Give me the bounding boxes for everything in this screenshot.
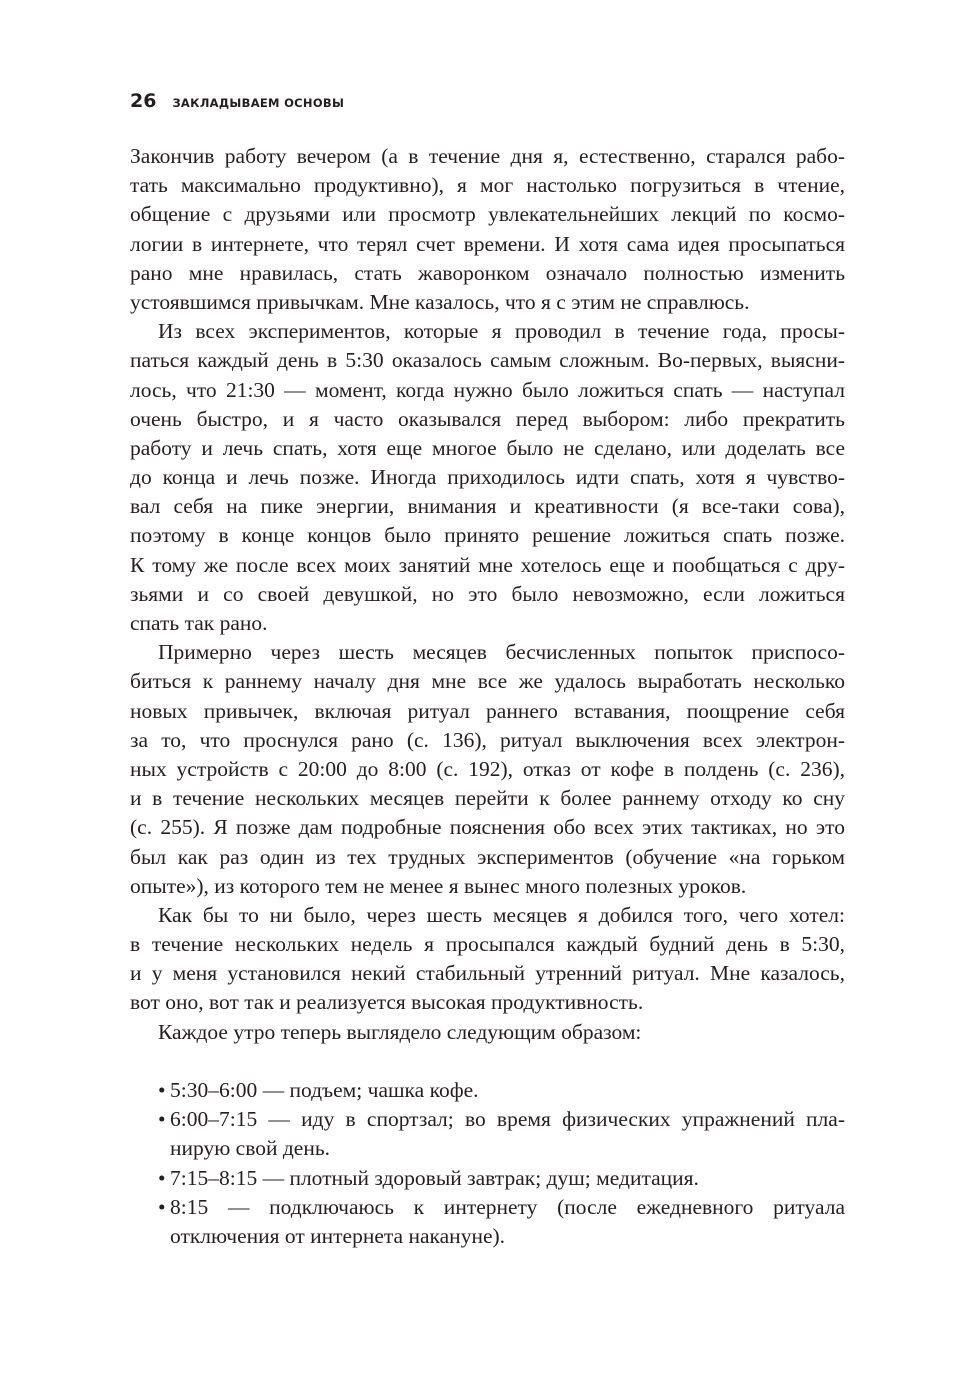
text-line: за то, что проснулся рано (с. 136), ритуал выключения всех электрон- [130, 727, 845, 752]
bullet-icon: • [158, 1078, 166, 1102]
text-line: очень быстро, и я часто оказывался перед выбором: либо прекратить [130, 406, 845, 431]
list-item-text: 7:15–8:15 — плотный здоровый завтрак; душ; медитация. [170, 1165, 699, 1190]
running-title: ЗАКЛАДЫВАЕМ ОСНОВЫ [172, 96, 345, 110]
text-line: (с. 255). Я позже дам подробные пояснения обо всех этих тактиках, но это [130, 815, 845, 840]
list-item [130, 1105, 845, 1163]
text-line: и у меня установился некий стабильный утренний ритуал. Мне казалось, [130, 961, 845, 986]
text-line: Закончив работу вечером (а в течение дня я, естественно, старался рабо- [130, 144, 845, 168]
text-line: общение с друзьями или просмотр увлекательнейших лекций по космо- [130, 202, 845, 227]
paragraph-5 [130, 1018, 845, 1047]
paragraph-4 [130, 901, 845, 1018]
text-line: работу и лечь спать, хотя еще многое было не сделано, или доделать все [130, 435, 845, 460]
list-item [130, 1076, 845, 1105]
morning-schedule-list [130, 1076, 845, 1251]
list-item-text: отключения от интернета накануне). [170, 1223, 506, 1248]
text-line: опыте»), из которого тем не менее я вынес много полезных уроков. [130, 873, 747, 898]
text-line: в течение нескольких недель я просыпался каждый будний день в 5:30, [130, 932, 845, 957]
text-line: биться к раннему началу дня мне все же удалось выработать несколько [130, 669, 845, 694]
list-item [130, 1193, 845, 1251]
text-line: К тому же после всех моих занятий мне хотелось еще и пообщаться с дру- [130, 552, 845, 577]
text-line: Из всех экспериментов, которые я проводил в течение года, просы- [158, 319, 845, 344]
text-line: паться каждый день в 5:30 оказалось самым сложным. Во-первых, выясни- [130, 348, 845, 373]
text-line: зьями и со своей девушкой, но это было невозможно, если ложиться [130, 581, 845, 606]
text-line: тать максимально продуктивно), я мог настолько погрузиться в чтение, [130, 173, 845, 198]
text-line: логии в интернете, что терял счет времени. И хотя сама идея просыпаться [130, 231, 845, 256]
bullet-icon: • [158, 1107, 166, 1132]
body-text [130, 142, 845, 1251]
text-line: и в течение нескольких месяцев перейти к более раннему отходу ко сну [130, 786, 845, 811]
list-item [130, 1164, 845, 1193]
text-line: новых привычек, включая ритуал раннего вставания, поощрение себя [130, 698, 845, 723]
paragraph-2 [130, 317, 845, 638]
bullet-icon: • [158, 1165, 166, 1190]
list-item-text: нирую свой день. [170, 1136, 331, 1161]
page-number: 26 [130, 90, 157, 112]
text-line: поэтому в конце концов было принято решение ложиться спать позже. [130, 523, 845, 548]
text-line: вот оно, вот так и реализуется высокая продуктивность. [130, 990, 644, 1015]
text-line: устоявшимся привычкам. Мне казалось, что я с этим не справлюсь. [130, 289, 750, 314]
list-item-text: 8:15 — подключаюсь к интернету (после ежедневного ритуала [170, 1194, 845, 1219]
paragraph-1 [130, 142, 845, 317]
bullet-icon: • [158, 1194, 166, 1219]
text-line: Примерно через шесть месяцев бесчисленных попыток приспосо- [158, 640, 845, 665]
page-header [130, 90, 344, 112]
paragraph-3 [130, 638, 845, 901]
list-item-text: 5:30–6:00 — подъем; чашка кофе. [170, 1078, 479, 1102]
text-line: Каждое утро теперь выглядело следующим образом: [158, 1019, 642, 1044]
text-line: ных устройств с 20:00 до 8:00 (с. 192), отказ от кофе в полдень (с. 236), [130, 756, 845, 781]
text-line: вал себя на пике энергии, внимания и креативности (я все-таки сова), [130, 494, 845, 519]
text-line: лось, что 21:30 — момент, когда нужно было ложиться спать — наступал [130, 377, 845, 402]
text-line: до конца и лечь позже. Иногда приходилось идти спать, хотя я чувство- [130, 465, 845, 490]
text-line: рано мне нравилась, стать жаворонком означало полностью изменить [130, 260, 845, 285]
list-item-text: 6:00–7:15 — иду в спортзал; во время физических упражнений пла- [170, 1107, 845, 1132]
list-spacer [130, 1047, 845, 1076]
text-line: был как раз один из тех трудных экспериментов (обучение «на горьком [130, 844, 845, 869]
text-line: Как бы то ни было, через шесть месяцев я добился того, чего хотел: [158, 902, 845, 927]
text-line: спать так рано. [130, 611, 268, 635]
